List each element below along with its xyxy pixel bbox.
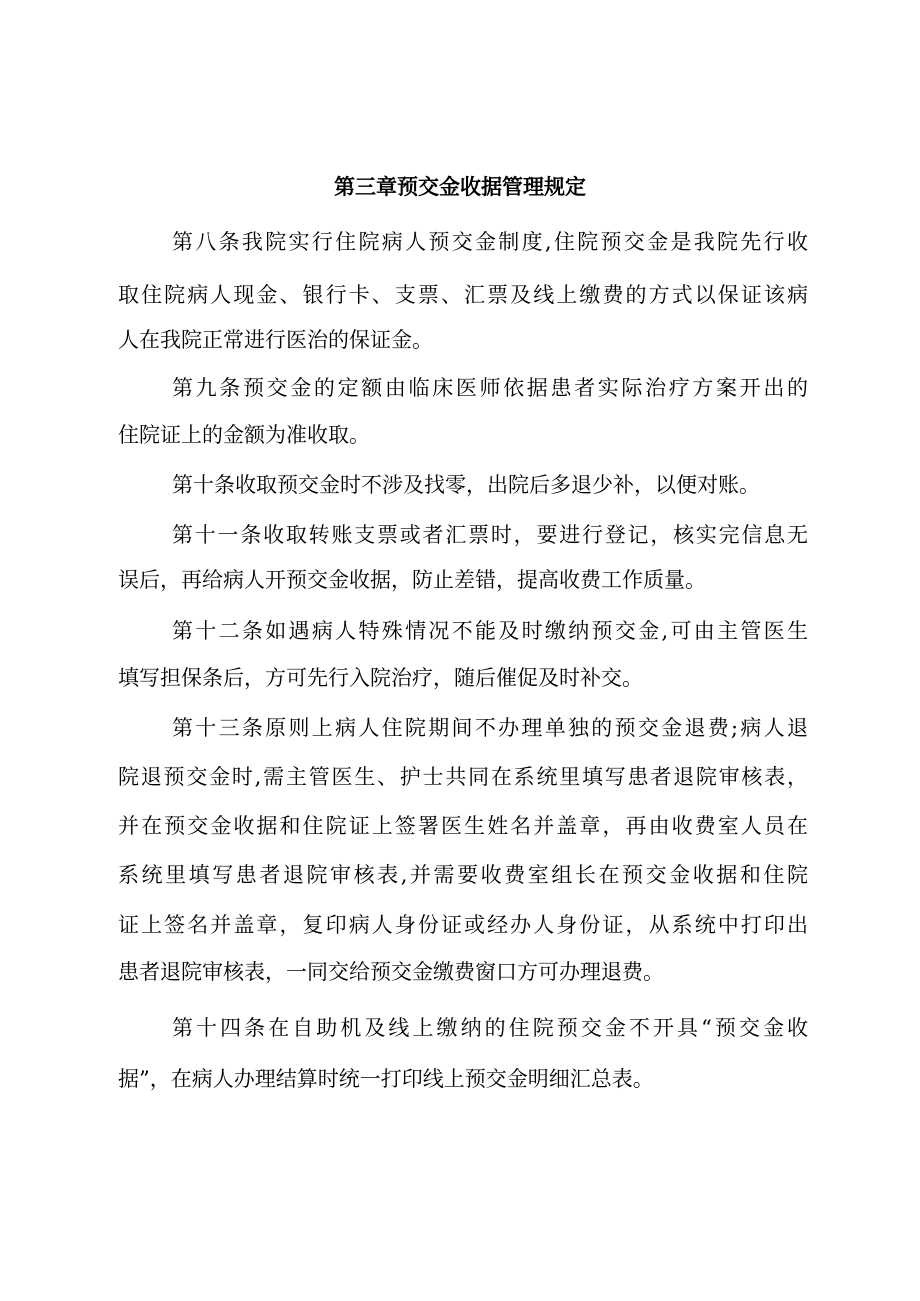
article-13-line-6: 患者退院审核表，一同交给预交金缴费窗口方可办理退费。 bbox=[118, 960, 664, 984]
article-8-line-2: 取住院病人现金、银行卡、支票、汇票及线上缴费的方式以保证该病 bbox=[118, 283, 808, 307]
article-14-line-1: 第十四条在自助机及线上缴纳的住院预交金不开具“预交金收 bbox=[172, 1016, 808, 1040]
article-12-line-1: 第十二条如遇病人特殊情况不能及时缴纳预交金,可由主管医生 bbox=[172, 619, 808, 643]
article-13-line-2: 院退预交金时,需主管医生、护士共同在系统里填写患者退院审核表， bbox=[118, 765, 808, 789]
article-13-line-5: 证上签名并盖章，复印病人身份证或经办人身份证，从系统中打印出 bbox=[118, 913, 808, 937]
article-11-line-2: 误后，再给病人开预交金收据，防止差错，提高收费工作质量。 bbox=[118, 568, 706, 592]
article-14-line-2: 据”，在病人办理结算时统一打印线上预交金明细汇总表。 bbox=[118, 1067, 654, 1091]
article-9-line-2: 住院证上的金额为准收取。 bbox=[118, 423, 370, 447]
article-12-line-2: 填写担保条后，方可先行入院治疗，随后催促及时补交。 bbox=[118, 666, 643, 690]
article-10-line-1: 第十条收取预交金时不涉及找零，出院后多退少补，以便对账。 bbox=[172, 473, 760, 497]
article-13-line-3: 并在预交金收据和住院证上签署医生姓名并盖章，再由收费室人员在 bbox=[118, 814, 808, 838]
article-13-line-4: 系统里填写患者退院审核表,并需要收费室组长在预交金收据和住院 bbox=[118, 863, 808, 887]
article-8-line-1: 第八条我院实行住院病人预交金制度,住院预交金是我院先行收 bbox=[172, 230, 808, 254]
article-8-line-3: 人在我院正常进行医治的保证金。 bbox=[118, 328, 433, 352]
article-11-line-1: 第十一条收取转账支票或者汇票时，要进行登记，核实完信息无 bbox=[172, 523, 808, 547]
page-title: 第三章预交金收据管理规定 bbox=[334, 174, 586, 199]
article-13-line-1: 第十三条原则上病人住院期间不办理单独的预交金退费;病人退 bbox=[172, 716, 808, 740]
article-9-line-1: 第九条预交金的定额由临床医师依据患者实际治疗方案开出的 bbox=[172, 376, 808, 400]
